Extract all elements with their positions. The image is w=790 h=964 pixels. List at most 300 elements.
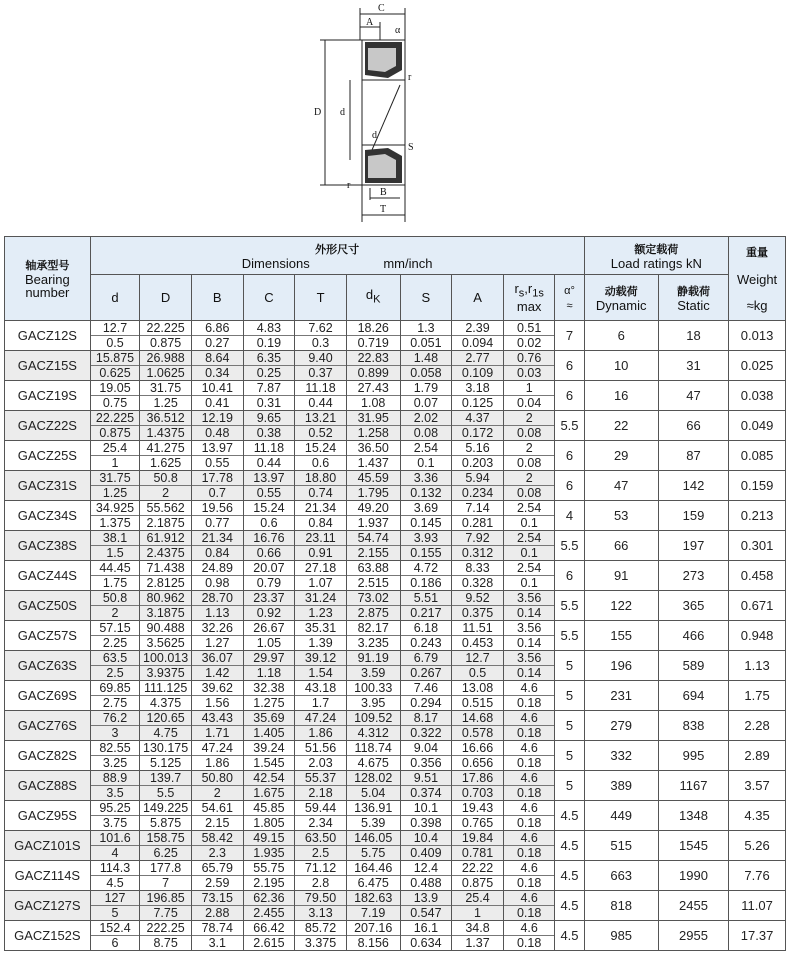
value-S-mm: 1.3 bbox=[417, 321, 435, 335]
value-S-inch: 0.145 bbox=[401, 515, 452, 530]
cell-T bbox=[295, 681, 347, 711]
value-r-mm: 2.54 bbox=[516, 561, 542, 575]
value-D-inch: 1.25 bbox=[140, 395, 191, 410]
value-T-mm: 18.80 bbox=[304, 471, 337, 485]
value-T-inch: 0.37 bbox=[295, 365, 346, 380]
cell-B bbox=[191, 441, 243, 471]
cell-stat: 694 bbox=[658, 681, 728, 711]
cell-stat: 1545 bbox=[658, 831, 728, 861]
cell-d bbox=[90, 891, 140, 921]
cell-r bbox=[503, 531, 555, 561]
cell-B bbox=[191, 501, 243, 531]
cell-r bbox=[503, 321, 555, 351]
cell-stat: 87 bbox=[658, 441, 728, 471]
cell-stat: 159 bbox=[658, 501, 728, 531]
cell-weight: 0.038 bbox=[729, 381, 786, 411]
cell-A bbox=[452, 741, 504, 771]
value-d-inch: 4 bbox=[91, 845, 140, 860]
value-B-inch: 0.98 bbox=[192, 575, 243, 590]
cell-S bbox=[400, 471, 452, 501]
value-r-mm: 4.6 bbox=[520, 741, 538, 755]
cell-C bbox=[243, 321, 295, 351]
value-C-mm: 4.83 bbox=[256, 321, 282, 335]
cell-dyn: 279 bbox=[584, 711, 658, 741]
value-C-inch: 0.31 bbox=[244, 395, 295, 410]
header-bearing-number bbox=[5, 237, 91, 321]
value-C-mm: 16.76 bbox=[253, 531, 285, 545]
value-r-inch: 0.14 bbox=[504, 605, 555, 620]
value-C-inch: 1.405 bbox=[244, 725, 295, 740]
value-d-inch: 6 bbox=[91, 935, 140, 950]
value-B-inch: 1.86 bbox=[192, 755, 243, 770]
value-B-mm: 32.26 bbox=[201, 621, 233, 635]
cell-r bbox=[503, 741, 555, 771]
cell-A bbox=[452, 441, 504, 471]
cell-S bbox=[400, 831, 452, 861]
value-d-inch: 2.5 bbox=[91, 665, 140, 680]
value-T-inch: 0.44 bbox=[295, 395, 346, 410]
value-r-mm: 4.6 bbox=[520, 891, 538, 905]
bearing-model: GACZ152S bbox=[5, 921, 91, 951]
value-S-mm: 10.4 bbox=[413, 831, 439, 845]
header-col-r bbox=[503, 275, 555, 321]
cell-T bbox=[295, 471, 347, 501]
header-col-r-mid: ,r bbox=[524, 280, 533, 296]
header-load-cn: 额定载荷 bbox=[634, 243, 679, 256]
value-A-mm: 17.86 bbox=[461, 771, 494, 785]
value-A-inch: 1 bbox=[452, 905, 503, 920]
value-S-inch: 0.08 bbox=[401, 425, 452, 440]
cell-A bbox=[452, 501, 504, 531]
value-A-mm: 5.16 bbox=[465, 441, 490, 455]
cell-D bbox=[140, 771, 192, 801]
header-dims-cn: 外形尺寸 bbox=[315, 243, 360, 256]
value-S-inch: 0.132 bbox=[401, 485, 452, 500]
value-d-inch: 1.5 bbox=[91, 545, 140, 560]
value-r-mm: 3.56 bbox=[516, 651, 542, 665]
cell-S bbox=[400, 891, 452, 921]
cell-T bbox=[295, 531, 347, 561]
value-C-mm: 13.97 bbox=[253, 471, 285, 485]
cell-d bbox=[90, 441, 140, 471]
cell-B bbox=[191, 351, 243, 381]
cell-alpha: 5.5 bbox=[555, 621, 584, 651]
cell-alpha: 4.5 bbox=[555, 891, 584, 921]
value-d-inch: 0.75 bbox=[91, 395, 140, 410]
value-d-mm: 31.75 bbox=[99, 471, 131, 485]
value-C-inch: 0.66 bbox=[244, 545, 295, 560]
dim-label-A: A bbox=[366, 17, 374, 28]
value-dk-inch: 1.795 bbox=[347, 485, 400, 500]
value-S-mm: 2.54 bbox=[413, 441, 439, 455]
cell-dyn: 6 bbox=[584, 321, 658, 351]
value-A-inch: 1.37 bbox=[452, 935, 503, 950]
cell-D bbox=[140, 681, 192, 711]
table-row bbox=[5, 321, 786, 351]
value-A-mm: 13.08 bbox=[461, 681, 494, 695]
value-A-mm: 7.92 bbox=[465, 531, 490, 545]
cell-dyn: 66 bbox=[584, 531, 658, 561]
cell-d bbox=[90, 741, 140, 771]
value-T-inch: 1.39 bbox=[295, 635, 346, 650]
value-C-inch: 0.79 bbox=[244, 575, 295, 590]
value-B-mm: 17.78 bbox=[201, 471, 233, 485]
cell-T bbox=[295, 921, 347, 951]
value-C-inch: 1.935 bbox=[244, 845, 295, 860]
value-dk-mm: 100.33 bbox=[354, 681, 393, 695]
cell-D bbox=[140, 591, 192, 621]
cell-T bbox=[295, 891, 347, 921]
value-A-mm: 11.51 bbox=[462, 621, 493, 635]
bearing-model: GACZ69S bbox=[5, 681, 91, 711]
cell-dyn: 985 bbox=[584, 921, 658, 951]
value-dk-inch: 3.59 bbox=[347, 665, 400, 680]
value-D-inch: 0.875 bbox=[140, 335, 191, 350]
value-S-inch: 0.051 bbox=[401, 335, 452, 350]
cell-dk bbox=[346, 831, 400, 861]
value-S-mm: 16.1 bbox=[413, 921, 439, 935]
cell-dk bbox=[346, 801, 400, 831]
cell-D bbox=[140, 891, 192, 921]
header-col-dk-main: d bbox=[365, 287, 374, 303]
value-S-mm: 1.79 bbox=[413, 381, 439, 395]
bearing-model: GACZ19S bbox=[5, 381, 91, 411]
cell-S bbox=[400, 651, 452, 681]
cell-weight: 3.57 bbox=[729, 771, 786, 801]
value-C-inch: 0.38 bbox=[244, 425, 295, 440]
value-d-mm: 34.925 bbox=[95, 501, 135, 515]
cell-stat: 273 bbox=[658, 561, 728, 591]
value-D-inch: 7 bbox=[140, 875, 191, 890]
cell-B bbox=[191, 771, 243, 801]
value-dk-inch: 8.156 bbox=[347, 935, 400, 950]
cell-r bbox=[503, 561, 555, 591]
cell-dk bbox=[346, 891, 400, 921]
value-C-inch: 2.615 bbox=[244, 935, 295, 950]
value-T-mm: 47.24 bbox=[304, 711, 337, 725]
value-C-inch: 1.275 bbox=[244, 695, 295, 710]
value-A-mm: 7.14 bbox=[465, 501, 490, 515]
value-B-inch: 1.13 bbox=[192, 605, 243, 620]
value-A-inch: 0.312 bbox=[452, 545, 503, 560]
header-col-A: A bbox=[452, 275, 504, 321]
table-row bbox=[5, 861, 786, 891]
value-T-inch: 1.54 bbox=[295, 665, 346, 680]
cell-dk bbox=[346, 621, 400, 651]
value-dk-mm: 182.63 bbox=[354, 891, 393, 905]
value-T-mm: 23.11 bbox=[305, 531, 336, 545]
value-d-inch: 0.875 bbox=[91, 425, 140, 440]
cell-r bbox=[503, 351, 555, 381]
bearing-model: GACZ95S bbox=[5, 801, 91, 831]
value-B-mm: 47.24 bbox=[201, 741, 233, 755]
value-d-inch: 3.5 bbox=[91, 785, 140, 800]
bearing-model: GACZ22S bbox=[5, 411, 91, 441]
value-C-mm: 45.85 bbox=[253, 801, 285, 815]
cell-dyn: 91 bbox=[584, 561, 658, 591]
cell-alpha: 6 bbox=[555, 381, 584, 411]
table-row bbox=[5, 351, 786, 381]
bearing-model: GACZ76S bbox=[5, 711, 91, 741]
cell-A bbox=[452, 651, 504, 681]
cell-T bbox=[295, 561, 347, 591]
value-d-mm: 19.05 bbox=[99, 381, 131, 395]
value-B-mm: 65.79 bbox=[201, 861, 233, 875]
cell-alpha: 4.5 bbox=[555, 861, 584, 891]
cell-weight: 1.13 bbox=[729, 651, 786, 681]
header-col-d: d bbox=[90, 275, 140, 321]
value-S-mm: 6.18 bbox=[413, 621, 439, 635]
value-D-mm: 139.7 bbox=[149, 771, 182, 785]
table-row bbox=[5, 651, 786, 681]
table-body bbox=[5, 321, 786, 951]
cell-B bbox=[191, 891, 243, 921]
cell-B bbox=[191, 621, 243, 651]
value-B-inch: 2.59 bbox=[192, 875, 243, 890]
cell-T bbox=[295, 801, 347, 831]
cell-A bbox=[452, 621, 504, 651]
cell-D bbox=[140, 381, 192, 411]
cell-dyn: 47 bbox=[584, 471, 658, 501]
cell-T bbox=[295, 441, 347, 471]
value-S-inch: 0.374 bbox=[401, 785, 452, 800]
cell-S bbox=[400, 501, 452, 531]
dim-label-T: T bbox=[380, 204, 387, 215]
value-d-mm: 114.3 bbox=[99, 861, 131, 875]
value-A-mm: 19.84 bbox=[461, 831, 494, 845]
cell-B bbox=[191, 591, 243, 621]
value-r-mm: 3.56 bbox=[516, 621, 542, 635]
value-dk-inch: 0.899 bbox=[347, 365, 400, 380]
header-weight-cn: 重量 bbox=[746, 247, 769, 259]
cell-alpha: 4.5 bbox=[555, 831, 584, 861]
value-r-inch: 0.08 bbox=[504, 425, 555, 440]
value-dk-inch: 2.155 bbox=[347, 545, 400, 560]
cell-weight: 5.26 bbox=[729, 831, 786, 861]
value-dk-mm: 146.05 bbox=[354, 831, 393, 845]
cell-B bbox=[191, 741, 243, 771]
cell-dyn: 231 bbox=[584, 681, 658, 711]
table-row bbox=[5, 621, 786, 651]
value-A-inch: 0.765 bbox=[452, 815, 503, 830]
bearing-model: GACZ50S bbox=[5, 591, 91, 621]
cell-d bbox=[90, 921, 140, 951]
value-D-inch: 2.8125 bbox=[140, 575, 191, 590]
value-B-inch: 2.15 bbox=[192, 815, 243, 830]
cell-T bbox=[295, 711, 347, 741]
value-T-mm: 7.62 bbox=[308, 321, 333, 335]
value-r-mm: 2.54 bbox=[516, 531, 542, 545]
value-C-mm: 29.97 bbox=[253, 651, 285, 665]
value-A-inch: 0.109 bbox=[452, 365, 503, 380]
cell-dk bbox=[346, 531, 400, 561]
value-B-mm: 50.80 bbox=[201, 771, 233, 785]
value-r-inch: 0.14 bbox=[504, 635, 555, 650]
value-D-mm: 130.175 bbox=[143, 741, 189, 755]
value-D-mm: 111.125 bbox=[143, 681, 188, 695]
value-dk-mm: 45.59 bbox=[357, 471, 389, 485]
cell-stat: 589 bbox=[658, 651, 728, 681]
cell-D bbox=[140, 321, 192, 351]
cell-d bbox=[90, 471, 140, 501]
cell-dk bbox=[346, 741, 400, 771]
cell-dk bbox=[346, 561, 400, 591]
cell-weight: 17.37 bbox=[729, 921, 786, 951]
cell-S bbox=[400, 351, 452, 381]
cell-B bbox=[191, 861, 243, 891]
cell-B bbox=[191, 381, 243, 411]
value-d-mm: 44.45 bbox=[99, 561, 131, 575]
cell-B bbox=[191, 711, 243, 741]
table-row bbox=[5, 891, 786, 921]
value-A-mm: 5.94 bbox=[465, 471, 490, 485]
cell-weight: 0.013 bbox=[729, 321, 786, 351]
value-A-inch: 0.281 bbox=[452, 515, 503, 530]
header-col-static bbox=[658, 275, 728, 321]
cell-r bbox=[503, 891, 555, 921]
cell-T bbox=[295, 771, 347, 801]
value-T-inch: 0.52 bbox=[295, 425, 346, 440]
cell-T bbox=[295, 501, 347, 531]
value-d-inch: 1 bbox=[91, 455, 140, 470]
value-d-inch: 0.5 bbox=[91, 335, 140, 350]
value-C-inch: 0.25 bbox=[244, 365, 295, 380]
cell-B bbox=[191, 681, 243, 711]
cell-A bbox=[452, 381, 504, 411]
value-T-inch: 0.6 bbox=[295, 455, 346, 470]
value-r-inch: 0.18 bbox=[504, 875, 555, 890]
value-C-mm: 26.67 bbox=[253, 621, 285, 635]
value-d-inch: 1.375 bbox=[91, 515, 140, 530]
cell-S bbox=[400, 321, 452, 351]
dim-label-d: d bbox=[340, 107, 345, 118]
value-T-mm: 55.37 bbox=[304, 771, 337, 785]
value-d-inch: 1.25 bbox=[91, 485, 140, 500]
value-B-mm: 39.62 bbox=[201, 681, 233, 695]
dim-label-D: D bbox=[314, 107, 322, 118]
table-row bbox=[5, 441, 786, 471]
value-C-mm: 32.38 bbox=[253, 681, 285, 695]
cell-D bbox=[140, 441, 192, 471]
cell-weight: 0.049 bbox=[729, 411, 786, 441]
cell-alpha: 5.5 bbox=[555, 591, 584, 621]
value-r-inch: 0.14 bbox=[504, 665, 555, 680]
value-dk-inch: 1.437 bbox=[347, 455, 400, 470]
value-r-inch: 0.08 bbox=[504, 485, 555, 500]
cell-T bbox=[295, 381, 347, 411]
cell-D bbox=[140, 801, 192, 831]
cell-B bbox=[191, 921, 243, 951]
value-B-mm: 10.41 bbox=[201, 381, 233, 395]
cell-stat: 47 bbox=[658, 381, 728, 411]
cell-dk bbox=[346, 471, 400, 501]
value-D-inch: 3.9375 bbox=[140, 665, 191, 680]
value-T-inch: 0.3 bbox=[295, 335, 346, 350]
header-col-dk-sub: K bbox=[373, 293, 381, 306]
cell-r bbox=[503, 681, 555, 711]
cell-alpha: 5 bbox=[555, 651, 584, 681]
value-d-inch: 5 bbox=[91, 905, 140, 920]
value-C-mm: 66.42 bbox=[253, 921, 285, 935]
cell-A bbox=[452, 891, 504, 921]
value-r-mm: 4.6 bbox=[520, 921, 538, 935]
value-C-inch: 2.455 bbox=[244, 905, 295, 920]
cell-dyn: 515 bbox=[584, 831, 658, 861]
header-weight-en: Weight bbox=[736, 272, 778, 287]
value-T-inch: 3.13 bbox=[295, 905, 346, 920]
value-C-inch: 1.18 bbox=[244, 665, 295, 680]
cell-dyn: 53 bbox=[584, 501, 658, 531]
value-dk-mm: 49.20 bbox=[357, 501, 389, 515]
value-B-inch: 1.71 bbox=[192, 725, 243, 740]
header-col-D: D bbox=[140, 275, 192, 321]
value-dk-inch: 1.258 bbox=[347, 425, 400, 440]
value-A-inch: 0.5 bbox=[452, 665, 503, 680]
value-B-inch: 2.3 bbox=[192, 845, 243, 860]
header-dims-unit: mm/inch bbox=[383, 255, 433, 271]
cell-A bbox=[452, 681, 504, 711]
cell-C bbox=[243, 771, 295, 801]
cell-weight: 0.025 bbox=[729, 351, 786, 381]
dim-label-B: B bbox=[380, 187, 387, 198]
cell-weight: 11.07 bbox=[729, 891, 786, 921]
cell-d bbox=[90, 771, 140, 801]
value-d-mm: 22.225 bbox=[95, 411, 135, 425]
value-S-mm: 5.51 bbox=[413, 591, 439, 605]
value-D-mm: 100.013 bbox=[143, 651, 189, 665]
cell-A bbox=[452, 591, 504, 621]
cell-r bbox=[503, 441, 555, 471]
value-S-inch: 0.322 bbox=[401, 725, 452, 740]
value-r-inch: 0.18 bbox=[504, 935, 555, 950]
value-C-inch: 0.92 bbox=[244, 605, 295, 620]
cell-stat: 66 bbox=[658, 411, 728, 441]
value-d-mm: 57.15 bbox=[99, 621, 131, 635]
cell-B bbox=[191, 831, 243, 861]
cell-T bbox=[295, 831, 347, 861]
cell-C bbox=[243, 591, 295, 621]
value-D-mm: 26.988 bbox=[146, 351, 185, 365]
value-d-mm: 95.25 bbox=[99, 801, 131, 815]
value-C-mm: 49.15 bbox=[253, 831, 285, 845]
value-d-mm: 152.4 bbox=[99, 921, 131, 935]
value-B-inch: 0.7 bbox=[192, 485, 243, 500]
cell-C bbox=[243, 711, 295, 741]
value-B-inch: 0.27 bbox=[192, 335, 243, 350]
cell-C bbox=[243, 831, 295, 861]
cell-alpha: 5 bbox=[555, 741, 584, 771]
table-row bbox=[5, 771, 786, 801]
value-C-mm: 6.35 bbox=[256, 351, 282, 365]
cell-d bbox=[90, 621, 140, 651]
cell-S bbox=[400, 411, 452, 441]
value-T-inch: 1.7 bbox=[295, 695, 346, 710]
value-D-mm: 71.438 bbox=[146, 561, 185, 575]
cell-stat: 142 bbox=[658, 471, 728, 501]
cell-dyn: 449 bbox=[584, 801, 658, 831]
value-dk-inch: 6.475 bbox=[347, 875, 400, 890]
cell-stat: 365 bbox=[658, 591, 728, 621]
bearing-model: GACZ114S bbox=[5, 861, 91, 891]
cell-d bbox=[90, 321, 140, 351]
value-T-inch: 2.03 bbox=[295, 755, 346, 770]
table-row bbox=[5, 711, 786, 741]
value-S-mm: 4.72 bbox=[413, 561, 439, 575]
value-B-inch: 1.42 bbox=[192, 665, 243, 680]
dim-label-C: C bbox=[378, 3, 385, 14]
cell-S bbox=[400, 921, 452, 951]
cell-dyn: 332 bbox=[584, 741, 658, 771]
